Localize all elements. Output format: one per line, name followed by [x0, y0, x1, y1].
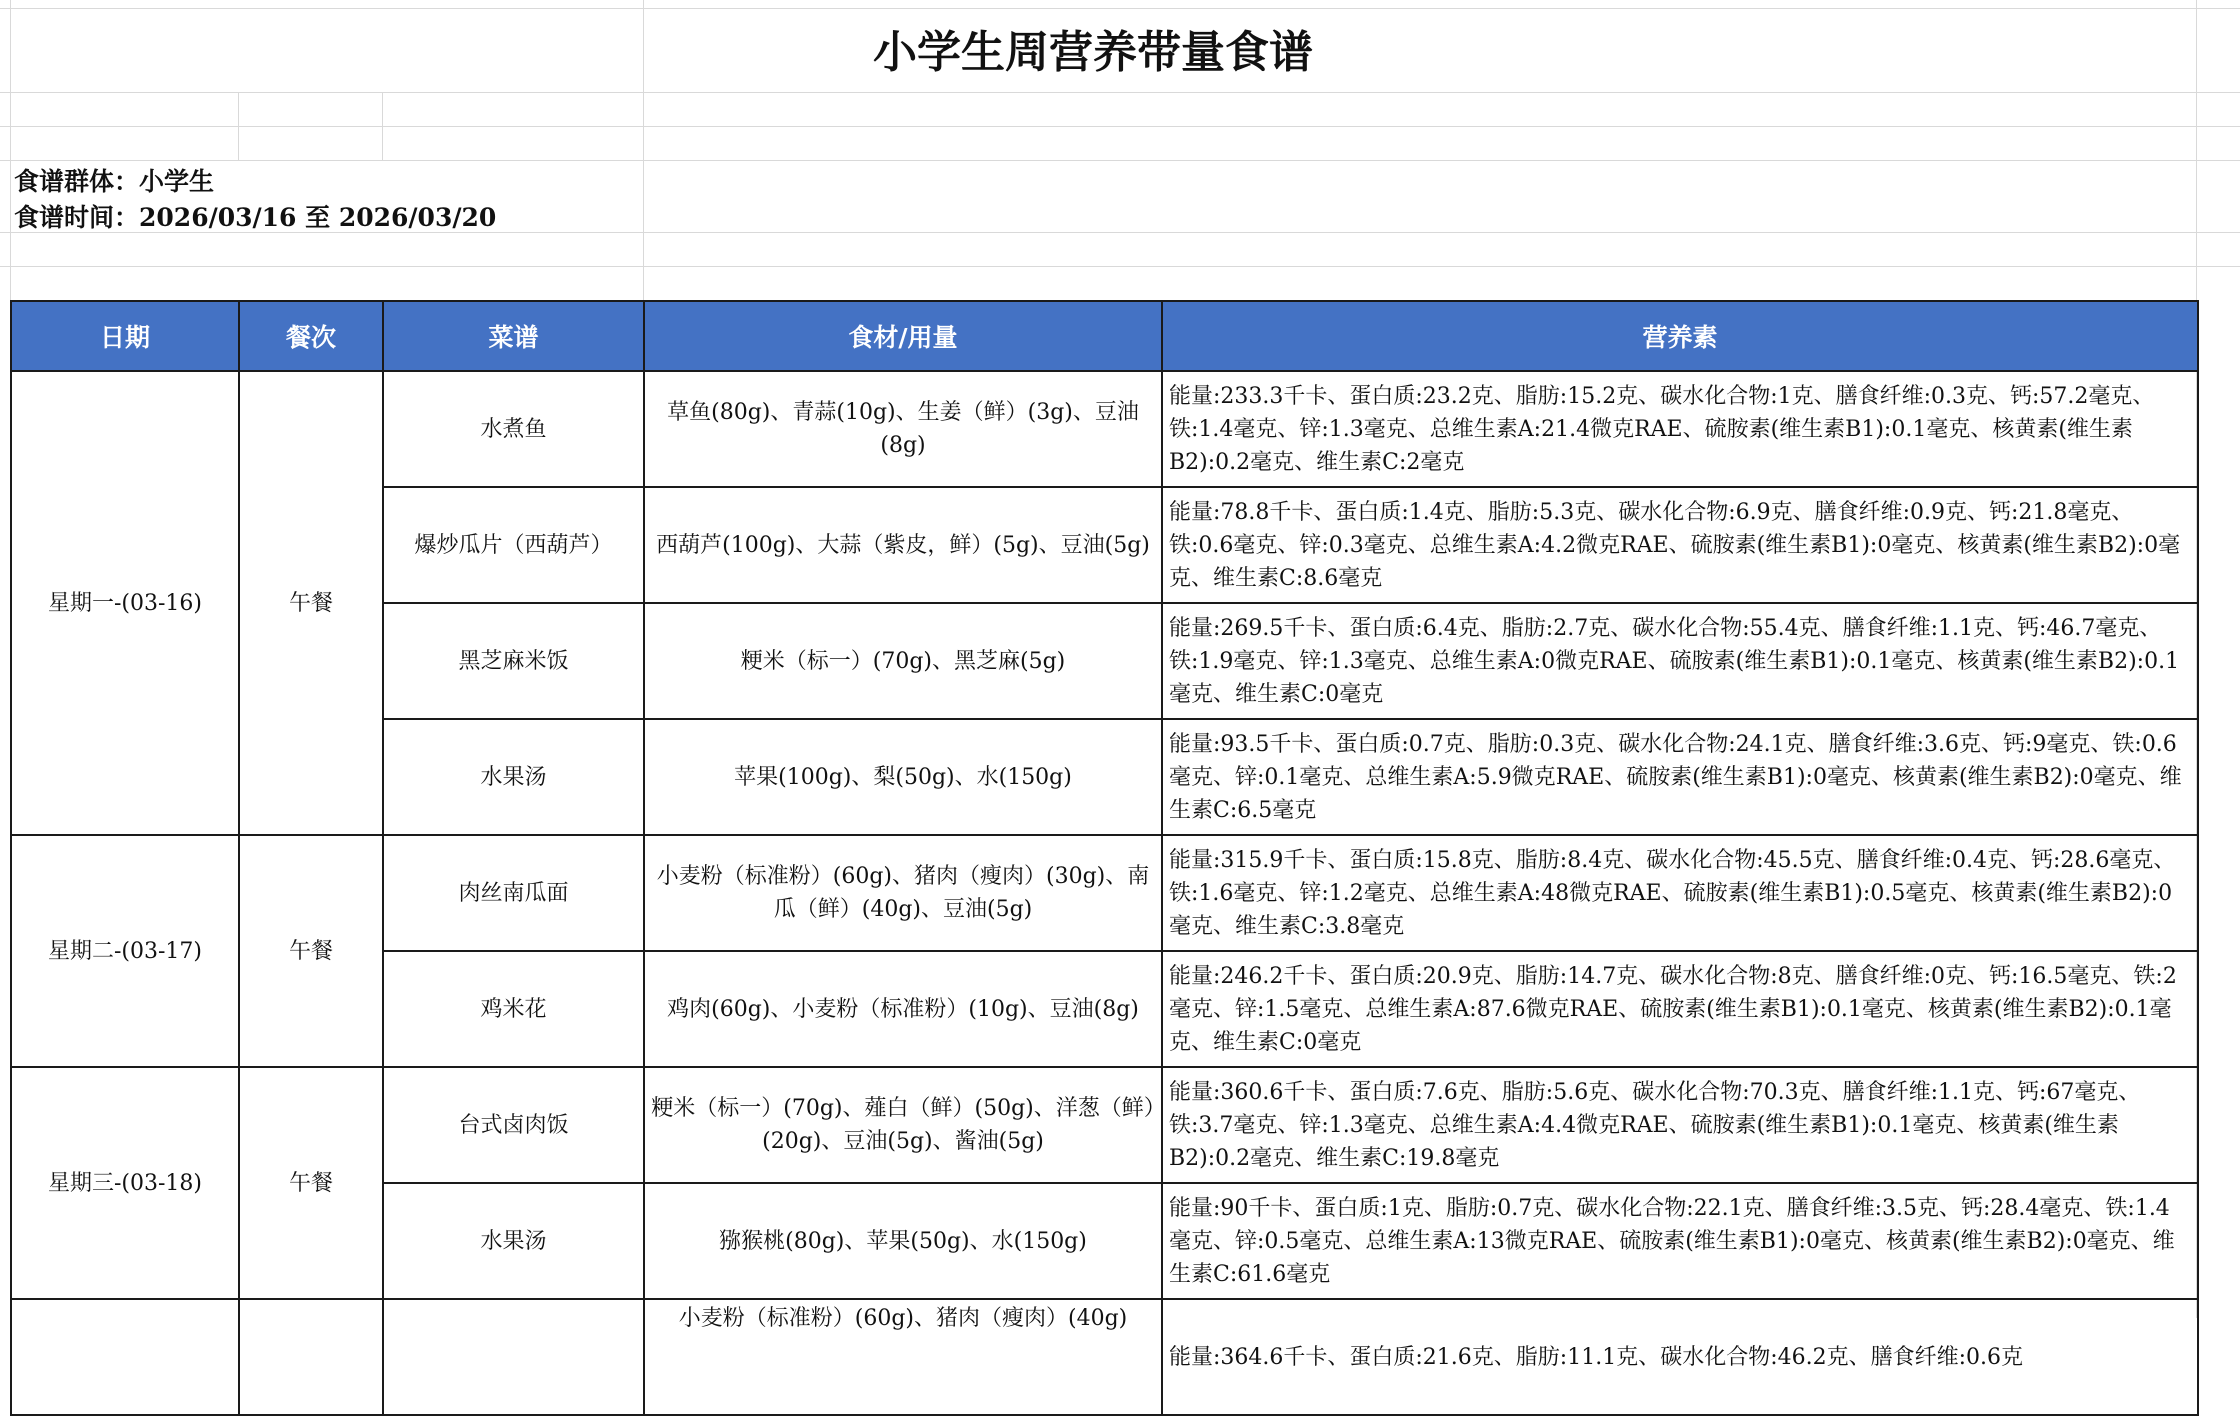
table-row — [11, 371, 2198, 487]
date-cell[interactable]: 星期一-(03-16) — [11, 371, 239, 835]
nutrition-cell[interactable]: 能量:315.9千卡、蛋白质:15.8克、脂肪:8.4克、碳水化合物:45.5克、膳食纤维:0.4克、钙:28.6毫克、铁:1.6毫克、锌:1.2毫克、总维生素A:48微克RAE、硫胺素(维生素B1):0.5毫克、核黄素(维生素B2):0毫克、维生素C:3.8毫克 — [1162, 835, 2198, 951]
recipe-group-label: 食谱群体： — [14, 167, 140, 196]
recipe-period-value: 2026/03/16 至 2026/03/20 — [139, 203, 497, 232]
table-row — [11, 1299, 2198, 1415]
header-ingredients[interactable]: 食材/用量 — [644, 301, 1162, 371]
nutrition-cell[interactable]: 能量:90千卡、蛋白质:1克、脂肪:0.7克、碳水化合物:22.1克、膳食纤维:3.5克、钙:28.4毫克、铁:1.4毫克、锌:0.5毫克、总维生素A:13微克RAE、硫胺素(维生素B1):0毫克、核黄素(维生素B2):0毫克、维生素C:61.6毫克 — [1162, 1183, 2198, 1299]
ingredients-cell[interactable]: 小麦粉（标准粉）(60g)、猪肉（瘦肉）(30g)、南瓜（鲜）(40g)、豆油(5g) — [644, 835, 1162, 951]
dish-cell[interactable]: 黑芝麻米饭 — [383, 603, 644, 719]
ingredients-cell[interactable]: 猕猴桃(80g)、苹果(50g)、水(150g) — [644, 1183, 1162, 1299]
nutrition-cell[interactable]: 能量:364.6千卡、蛋白质:21.6克、脂肪:11.1克、碳水化合物:46.2克、膳食纤维:0.6克 — [1162, 1299, 2198, 1415]
header-nutrition[interactable]: 营养素 — [1162, 301, 2198, 371]
ingredients-cell[interactable]: 小麦粉（标准粉）(60g)、猪肉（瘦肉）(40g) — [644, 1299, 1162, 1415]
ingredients-cell[interactable]: 西葫芦(100g)、大蒜（紫皮，鲜）(5g)、豆油(5g) — [644, 487, 1162, 603]
dish-cell[interactable]: 水果汤 — [383, 1183, 644, 1299]
nutrition-cell[interactable]: 能量:246.2千卡、蛋白质:20.9克、脂肪:14.7克、碳水化合物:8克、膳食纤维:0克、钙:16.5毫克、铁:2毫克、锌:1.5毫克、总维生素A:87.6微克RAE、硫胺素(维生素B1):0.1毫克、核黄素(维生素B2):0.1毫克、维生素C:0毫克 — [1162, 951, 2198, 1067]
recipe-period-label: 食谱时间： — [14, 203, 140, 232]
dish-cell[interactable]: 水煮鱼 — [383, 371, 644, 487]
date-cell[interactable]: 星期三-(03-18) — [11, 1067, 239, 1299]
nutrition-cell[interactable]: 能量:360.6千卡、蛋白质:7.6克、脂肪:5.6克、碳水化合物:70.3克、膳食纤维:1.1克、钙:67毫克、铁:3.7毫克、锌:1.3毫克、总维生素A:4.4微克RAE、硫胺素(维生素B1):0.1毫克、核黄素(维生素B2):0.2毫克、维生素C:19.8毫克 — [1162, 1067, 2198, 1183]
recipe-group-value: 小学生 — [139, 167, 215, 196]
ingredients-cell[interactable]: 苹果(100g)、梨(50g)、水(150g) — [644, 719, 1162, 835]
header-meal[interactable]: 餐次 — [239, 301, 383, 371]
meal-cell[interactable]: 午餐 — [239, 371, 383, 835]
page-title: 小学生周营养带量食谱 — [873, 27, 1313, 78]
header-row — [11, 301, 2198, 371]
meal-cell[interactable]: 午餐 — [239, 835, 383, 1067]
dish-cell[interactable]: 鸡米花 — [383, 951, 644, 1067]
recipe-period — [14, 198, 496, 234]
recipe-group — [14, 162, 214, 198]
menu-table — [10, 300, 2199, 1416]
ingredients-cell[interactable]: 粳米（标一）(70g)、薤白（鲜）(50g)、洋葱（鲜）(20g)、豆油(5g)、酱油(5g) — [644, 1067, 1162, 1183]
nutrition-cell[interactable]: 能量:269.5千卡、蛋白质:6.4克、脂肪:2.7克、碳水化合物:55.4克、膳食纤维:1.1克、钙:46.7毫克、铁:1.9毫克、锌:1.3毫克、总维生素A:0微克RAE、硫胺素(维生素B1):0.1毫克、核黄素(维生素B2):0.1毫克、维生素C:0毫克 — [1162, 603, 2198, 719]
ingredients-cell[interactable]: 鸡肉(60g)、小麦粉（标准粉）(10g)、豆油(8g) — [644, 951, 1162, 1067]
dish-cell[interactable]: 台式卤肉饭 — [383, 1067, 644, 1183]
ingredients-cell[interactable]: 粳米（标一）(70g)、黑芝麻(5g) — [644, 603, 1162, 719]
date-cell[interactable]: 星期二-(03-17) — [11, 835, 239, 1067]
nutrition-cell[interactable]: 能量:93.5千卡、蛋白质:0.7克、脂肪:0.3克、碳水化合物:24.1克、膳食纤维:3.6克、钙:9毫克、铁:0.6毫克、锌:0.1毫克、总维生素A:5.9微克RAE、硫胺素(维生素B1):0毫克、核黄素(维生素B2):0毫克、维生素C:6.5毫克 — [1162, 719, 2198, 835]
meal-cell[interactable]: 午餐 — [239, 1067, 383, 1299]
header-dish[interactable]: 菜谱 — [383, 301, 644, 371]
dish-cell[interactable]: 水果汤 — [383, 719, 644, 835]
dish-cell[interactable] — [383, 1299, 644, 1415]
nutrition-cell[interactable]: 能量:78.8千卡、蛋白质:1.4克、脂肪:5.3克、碳水化合物:6.9克、膳食纤维:0.9克、钙:21.8毫克、铁:0.6毫克、锌:0.3毫克、总维生素A:4.2微克RAE、硫胺素(维生素B1):0毫克、核黄素(维生素B2):0毫克、维生素C:8.6毫克 — [1162, 487, 2198, 603]
dish-cell[interactable]: 肉丝南瓜面 — [383, 835, 644, 951]
header-date[interactable]: 日期 — [11, 301, 239, 371]
nutrition-cell[interactable]: 能量:233.3千卡、蛋白质:23.2克、脂肪:15.2克、碳水化合物:1克、膳食纤维:0.3克、钙:57.2毫克、铁:1.4毫克、锌:1.3毫克、总维生素A:21.4微克RAE、硫胺素(维生素B1):0.1毫克、核黄素(维生素B2):0.2毫克、维生素C:2毫克 — [1162, 371, 2198, 487]
ingredients-cell[interactable]: 草鱼(80g)、青蒜(10g)、生姜（鲜）(3g)、豆油(8g) — [644, 371, 1162, 487]
meal-cell[interactable] — [239, 1299, 383, 1415]
table-row — [11, 835, 2198, 951]
date-cell[interactable] — [11, 1299, 239, 1415]
dish-cell[interactable]: 爆炒瓜片（西葫芦） — [383, 487, 644, 603]
table-row — [11, 1067, 2198, 1183]
